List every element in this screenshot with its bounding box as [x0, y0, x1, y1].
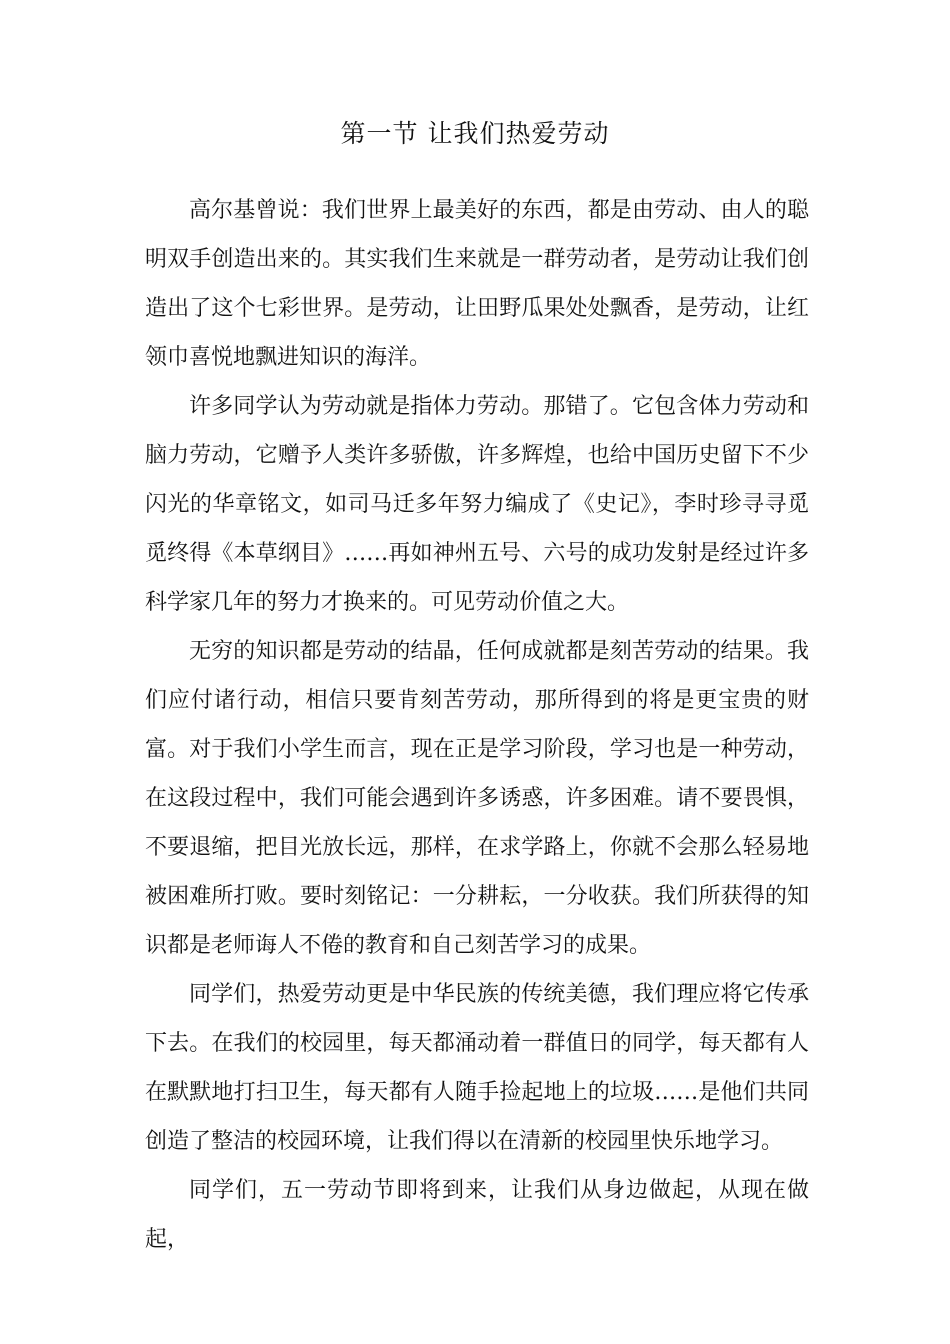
body-text [145, 186, 809, 1264]
paragraph: 高尔基曾说：我们世界上最美好的东西，都是由劳动、由人的聪明双手创造出来的。其实我们生来就是一群劳动者，是劳动让我们创造出了这个七彩世界。是劳动，让田野瓜果处处飘香，是劳动，让红领巾喜悦地飘进知识的海洋。 [145, 198, 809, 370]
paragraph: 许多同学认为劳动就是指体力劳动。那错了。它包含体力劳动和脑力劳动，它赠予人类许多骄傲，许多辉煌，也给中国历史留下不少闪光的华章铭文，如司马迁多年努力编成了《史记》，李时珍寻寻觅觅终得《本草纲目》……再如神州五号、六号的成功发射是经过许多科学家几年的努力才换来的。可见劳动价值之大。 [145, 394, 809, 615]
paragraph: 同学们，五一劳动节即将到来，让我们从身边做起，从现在做起， [145, 1178, 809, 1252]
paragraph: 同学们，热爱劳动更是中华民族的传统美德，我们理应将它传承下去。在我们的校园里，每天都涌动着一群值日的同学，每天都有人在默默地打扫卫生，每天都有人随手捡起地上的垃圾……是他们共同创造了整洁的校园环境，让我们得以在清新的校园里快乐地学习。 [145, 982, 809, 1154]
page-title: 第一节 让我们热爱劳动 [340, 119, 610, 148]
paragraph: 无穷的知识都是劳动的结晶，任何成就都是刻苦劳动的结果。我们应付诸行动，相信只要肯刻苦劳动，那所得到的将是更宝贵的财富。对于我们小学生而言，现在正是学习阶段，学习也是一种劳动，在这段过程中，我们可能会遇到许多诱惑，许多困难。请不要畏惧，不要退缩，把目光放长远，那样，在求学路上，你就不会那么轻易地被困难所打败。要时刻铭记：一分耕耘，一分收获。我们所获得的知识都是老师诲人不倦的教育和自己刻苦学习的成果。 [145, 639, 809, 958]
